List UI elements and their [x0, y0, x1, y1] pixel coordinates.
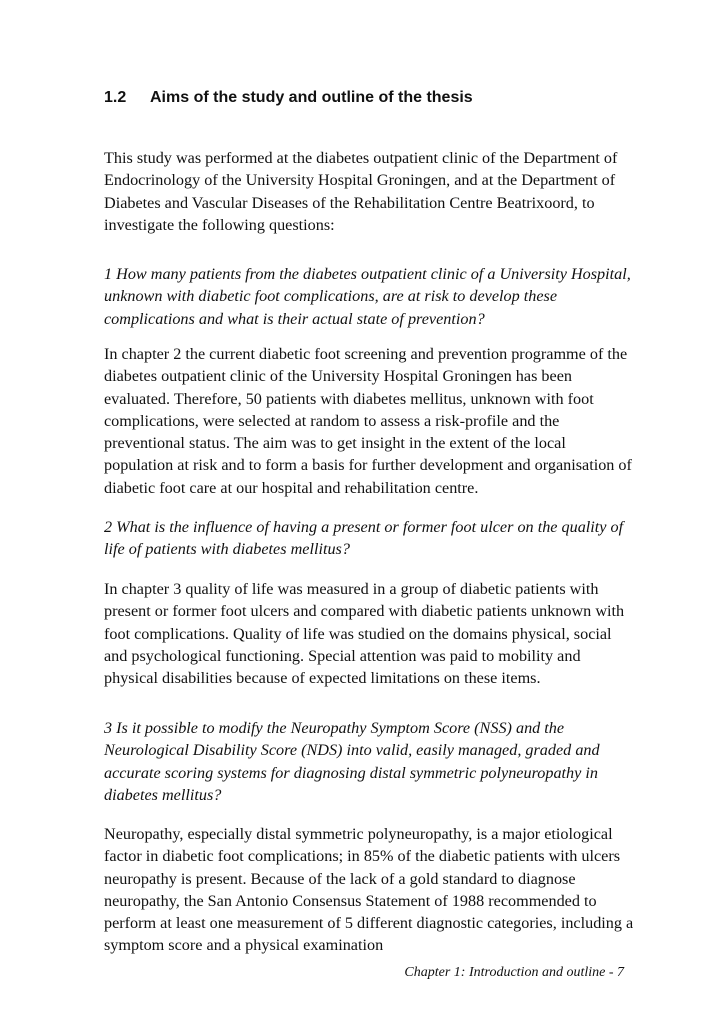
section-title: Aims of the study and outline of the thesis [150, 89, 473, 106]
question-1: 1 How many patients from the diabetes outpatient clinic of a University Hospital, unknown with diabetic foot complications, are at risk to develop these complications and what is their actual state of prevention? [104, 265, 631, 328]
page-footer: Chapter 1: Introduction and outline - 7 [404, 965, 624, 980]
section-number: 1.2 [104, 89, 127, 106]
answer-2: In chapter 3 quality of life was measured in a group of diabetic patients with present or former foot ulcers and compared with diabetic patients unknown with foot complications. Quality of life was studied on the domains physical, social and psychological functioning. Special attention was paid to mobility and physical disabilities because of expected limitations on these items. [104, 580, 625, 688]
question-3: 3 Is it possible to modify the Neuropathy Symptom Score (NSS) and the Neurological Disability Score (NDS) into valid, easily managed, graded and accurate scoring systems for diagnosing distal symmetric polyneuropathy in diabetes mellitus? [104, 719, 600, 804]
answer-3: Neuropathy, especially distal symmetric polyneuropathy, is a major etiological factor in diabetic foot complications; in 85% of the diabetic patients with ulcers neuropathy is present. Because of the lack of a gold standard to diagnose neuropathy, the San Antonio Consensus Statement of 1988 recommended to perform at least one measurement of 5 different diagnostic categories, including a symptom score and a physical examination [104, 825, 634, 955]
section-heading [104, 88, 473, 108]
intro-paragraph: This study was performed at the diabetes outpatient clinic of the Department of Endocrinology of the University Hospital Groningen, and at the Department of Diabetes and Vascular Diseases of the Rehabilitation Centre Beatrixoord, to investigate the following questions: [104, 149, 618, 234]
question-2: 2 What is the influence of having a present or former foot ulcer on the quality of life of patients with diabetes mellitus? [104, 518, 624, 559]
answer-1: In chapter 2 the current diabetic foot screening and prevention programme of the diabetes outpatient clinic of the University Hospital Groningen has been evaluated. Therefore, 50 patients with diabetes mellitus, unknown with foot complications, were selected at random to assess a risk-profile and the preventional status. The aim was to get insight in the extent of the local population at risk and to form a basis for further development and organisation of diabetic foot care at our hospital and rehabilitation centre. [104, 345, 632, 497]
